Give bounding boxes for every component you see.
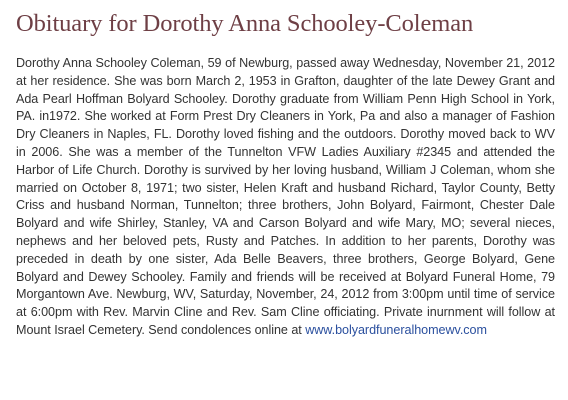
funeral-home-link[interactable]: www.bolyardfuneralhomewv.com [305, 322, 487, 337]
obituary-body [16, 55, 555, 340]
obituary-title: Obituary for Dorothy Anna Schooley-Coleman [16, 10, 474, 37]
obituary-body-text: Dorothy Anna Schooley Coleman, 59 of Newburg, passed away Wednesday, November 21, 2012 at her residence. She was born March 2, 1953 in Grafton, daughter of the late Dewey Grant and Ada Pearl Hoffman Bolyard Schooley. Dorothy graduate from William Penn High School in York, PA. in1972. She worked at Form Prest Dry Cleaners in York, Pa and also a manager of Fashion Dry Cleaners in Naples, FL. Dorothy loved fishing and the outdoors. Dorothy moved back to WV in 2006. She was a member of the Tunnelton VFW Ladies Auxiliary #2345 and attended the Harbor of Life Church. Dorothy is survived by her loving husband, William J Coleman, whom she married on October 8, 1971; two sister, Helen Kraft and husband Richard, Taylor County, Betty Criss and husband Norman, Tunnelton; three brothers, John Bolyard, Fairmont, Chester Dale Bolyard and wife Shirley, Stanley, VA and Carson Bolyard and wife Mary, MO; several nieces, nephews and her beloved pets, Rusty and Patches. In addition to her parents, Dorothy was preceded in death by one sister, Ada Belle Beavers, three brothers, George Bolyard, Gene Bolyard and Dewey Schooley. Family and friends will be received at Bolyard Funeral Home, 79 Morgantown Ave. Newburg, WV, Saturday, November, 24, 2012 from 3:00pm until time of service at 6:00pm with Rev. Marvin Cline and Rev. Sam Cline officiating. Private inurnment will follow at Mount Israel Cemetery. Send condolences online at [16, 56, 555, 337]
